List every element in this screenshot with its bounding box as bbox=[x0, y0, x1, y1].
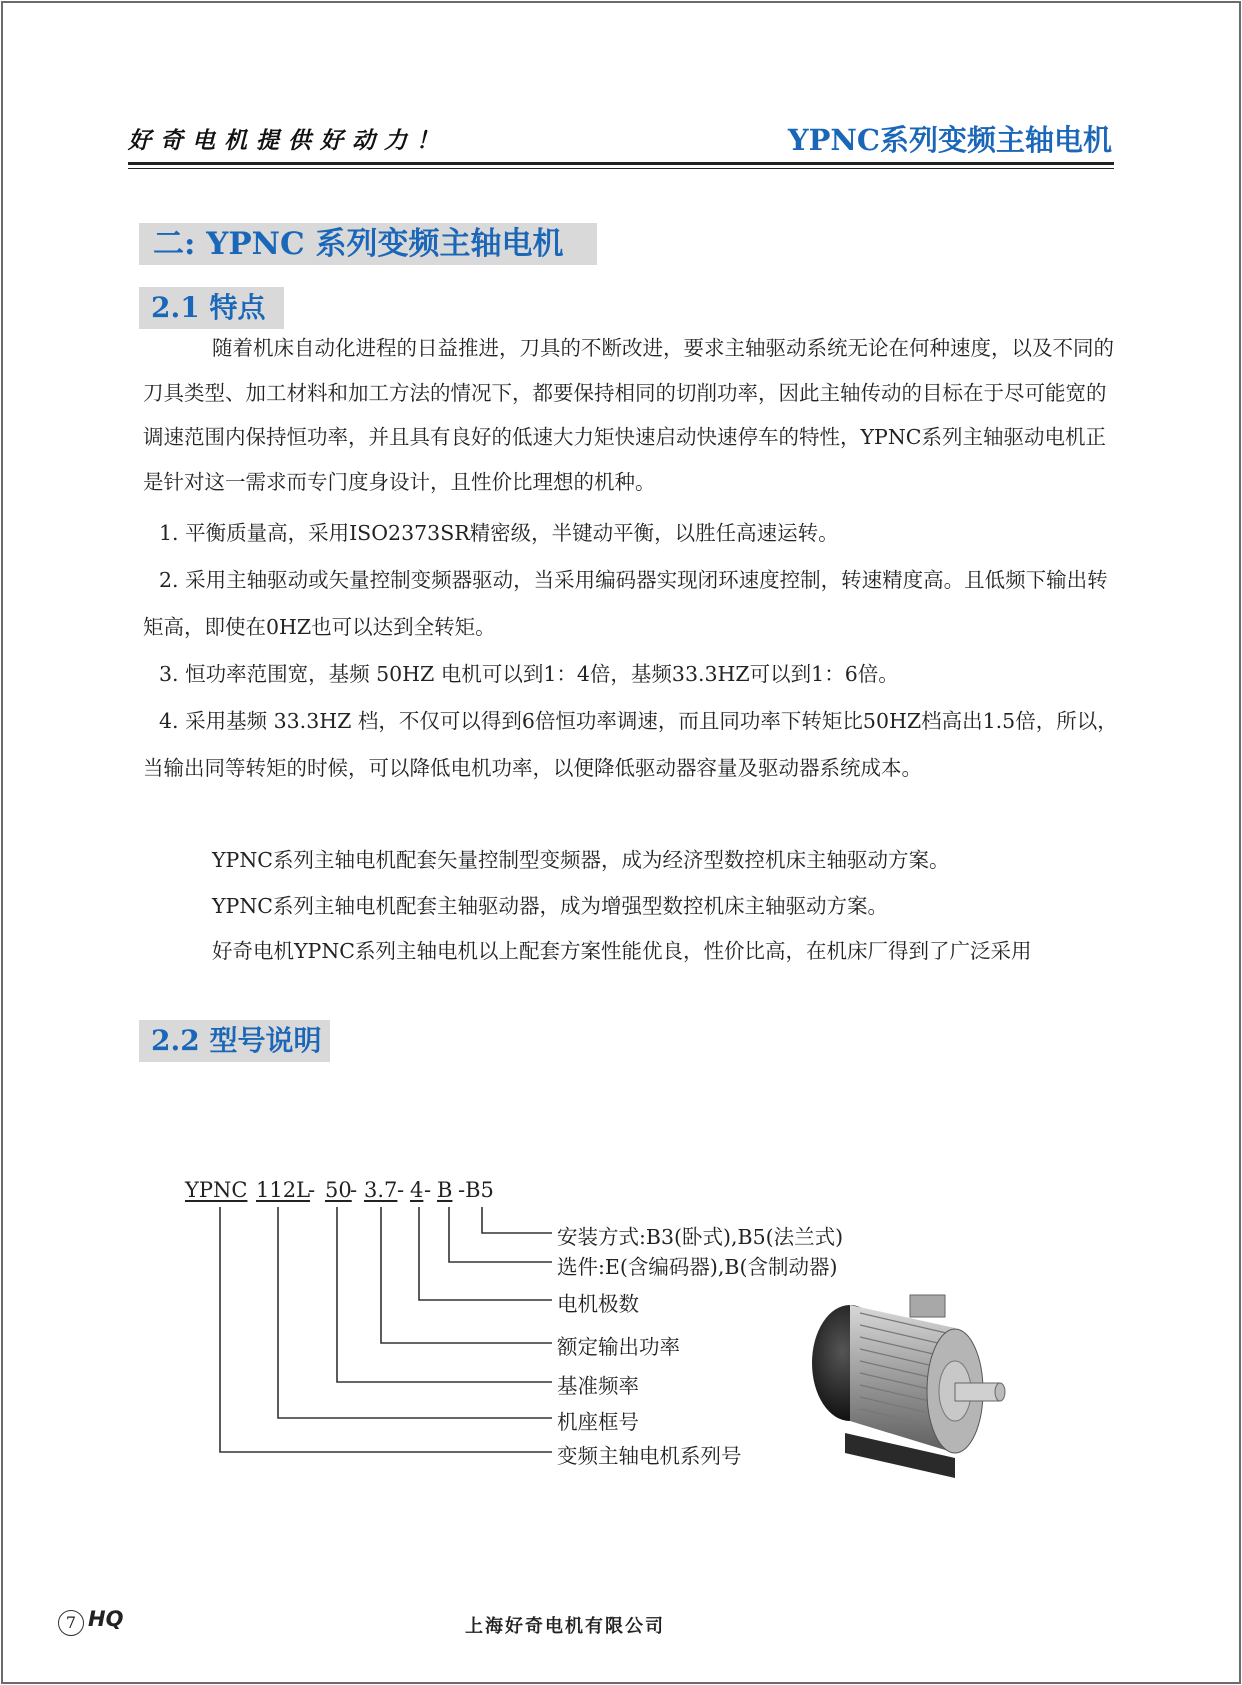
company-name: 上海好奇电机有限公司 bbox=[465, 1616, 665, 1637]
feature-item: 1. 平衡质量高，采用ISO2373SR精密级，半键动平衡，以胜任高速运转。 bbox=[159, 521, 839, 545]
page-number: 7 bbox=[58, 1610, 84, 1636]
code-option: B bbox=[437, 1178, 453, 1202]
code-frequency: 50 bbox=[325, 1178, 352, 1202]
feature-item: 2. 采用主轴驱动或矢量控制变频器驱动，当采用编码器实现闭环速度控制，转速精度高。且低频下输出转矩高，即使在0HZ也可以达到全转矩。 bbox=[143, 568, 1108, 639]
label-power: 额定输出功率 bbox=[557, 1335, 680, 1359]
company-logo: HQ bbox=[88, 1607, 124, 1631]
code-sep: - bbox=[424, 1178, 432, 1202]
intro-paragraph: 随着机床自动化进程的日益推进，刀具的不断改进，要求主轴驱动系统无论在何种速度，以及不同的刀具类型、加工材料和加工方法的情况下，都要保持相同的切削功率，因此主轴传动的目标在于尽可能宽的调速范围内保持恒功率，并且具有良好的低速大力矩快速启动快速停车的特性，YPNC系列主轴驱动电机正是针对这一需求而专门度身设计，且性价比理想的机种。 bbox=[143, 336, 1114, 494]
section-heading-model: 2.2 型号说明 bbox=[139, 1020, 330, 1062]
recommendation-item: 好奇电机YPNC系列主轴电机以上配套方案性能优良，性价比高，在机床厂得到了广泛采用 bbox=[212, 939, 1032, 963]
code-sep: - bbox=[308, 1178, 316, 1202]
label-series: 变频主轴电机系列号 bbox=[557, 1444, 742, 1468]
label-options: 选件:E(含编码器),B(含制动器) bbox=[557, 1255, 838, 1279]
label-mounting: 安装方式:B3(卧式),B5(法兰式) bbox=[557, 1225, 844, 1249]
feature-item: 3. 恒功率范围宽，基频 50HZ 电机可以到1：4倍，基频33.3HZ可以到1：6倍。 bbox=[159, 662, 899, 686]
code-sep: - bbox=[350, 1178, 358, 1202]
code-sep: - bbox=[397, 1178, 405, 1202]
label-frequency: 基准频率 bbox=[557, 1374, 639, 1398]
recommendation-item: YPNC系列主轴电机配套矢量控制型变频器，成为经济型数控机床主轴驱动方案。 bbox=[212, 848, 950, 872]
motor-image bbox=[805, 1283, 1040, 1483]
label-poles: 电机极数 bbox=[557, 1292, 639, 1316]
label-frame: 机座框号 bbox=[557, 1410, 639, 1434]
section-heading-features: 2.1 特点 bbox=[139, 287, 284, 329]
feature-item: 4. 采用基频 33.3HZ 档，不仅可以得到6倍恒功率调速，而且同功率下转矩比50HZ档高出1.5倍，所以，当输出同等转矩的时候，可以降低电机功率，以便降低驱动器容量及驱动器系统成本。 bbox=[143, 709, 1118, 780]
section-heading-main: 二: YPNC 系列变频主轴电机 bbox=[139, 223, 597, 265]
header-series-title: YPNC系列变频主轴电机 bbox=[787, 123, 1112, 157]
code-power: 3.7 bbox=[364, 1178, 398, 1202]
code-poles: 4 bbox=[410, 1178, 424, 1202]
code-series: YPNC bbox=[185, 1178, 248, 1202]
code-frame: 112L bbox=[256, 1178, 311, 1202]
recommendation-item: YPNC系列主轴电机配套主轴驱动器，成为增强型数控机床主轴驱动方案。 bbox=[212, 893, 888, 918]
code-mounting: -B5 bbox=[458, 1178, 494, 1202]
header-slogan: 好奇电机提供好动力！ bbox=[128, 128, 448, 154]
